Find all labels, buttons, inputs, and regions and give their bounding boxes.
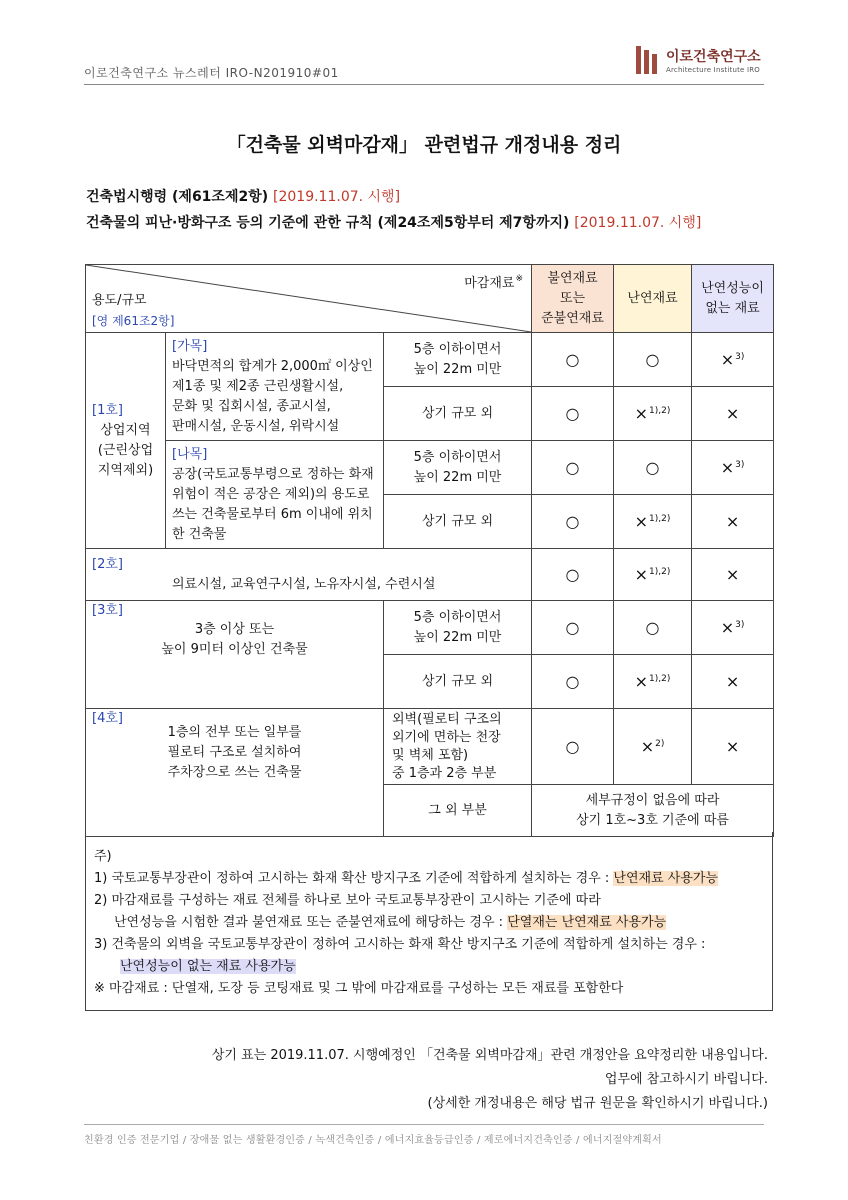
fireproof-value: ○ — [532, 441, 614, 495]
note-3-line-1: 3) 건축물의 외벽을 국토교통부장관이 정하여 고시하는 화재 확산 방지구조 기준에 적합하게 설치하는 경우 : — [94, 937, 706, 952]
col-header-line: 없는 재료 — [705, 300, 760, 316]
header-rule — [84, 84, 764, 85]
logo-name: 이로건축연구소 — [666, 49, 761, 65]
ho1-line: 상업지역 — [100, 422, 151, 438]
ho3-line: 3층 이상 또는 — [194, 621, 275, 637]
semi-value: ○ — [614, 441, 692, 495]
note-1 — [94, 868, 718, 890]
semi-value — [614, 495, 692, 549]
page-title: 「건축물 외벽마감재」 관련법규 개정내용 정리 — [226, 134, 622, 156]
semi-value — [614, 549, 692, 601]
fireproof-value: ○ — [532, 549, 614, 601]
non-value: × — [692, 655, 774, 709]
footer-rule — [84, 1124, 764, 1125]
cross-mark: × — [634, 512, 649, 531]
ga-line: 문화 및 집회시설, 종교시설, — [172, 398, 331, 414]
table-row — [86, 601, 774, 655]
non-value: × — [692, 549, 774, 601]
ga-cell — [166, 333, 384, 441]
fireproof-value: ○ — [532, 495, 614, 549]
note-ref: 1),2) — [649, 674, 671, 684]
note-text: 난연성능을 시험한 결과 불연재료 또는 준불연재료에 해당하는 경우 : — [114, 915, 508, 930]
table-row — [86, 709, 774, 785]
ho4-other-line: 세부규정이 없음에 따라 — [585, 792, 720, 808]
cross-mark: × — [720, 458, 735, 477]
note-ref: 3) — [735, 460, 745, 470]
regulation-table — [85, 264, 774, 837]
ho1-tag: [1호] — [92, 402, 123, 418]
ho3-cell — [86, 601, 384, 709]
col-header-line: 또는 — [559, 290, 586, 306]
note-highlight: 단열재는 난연재료 사용가능 — [507, 915, 667, 930]
na-tag: [나목] — [172, 446, 208, 462]
fireproof-value: ○ — [532, 387, 614, 441]
law-line-1 — [86, 186, 400, 206]
ga-line: 바닥면적의 합계가 2,000㎡ 이상인 — [172, 358, 373, 374]
ho4-other-line: 상기 1호~3호 기준에 따름 — [576, 812, 729, 828]
semi-value — [614, 387, 692, 441]
scale-cell — [384, 709, 532, 785]
semi-value: ○ — [614, 333, 692, 387]
cross-mark: × — [634, 404, 649, 423]
note-text: 1) 국토교통부장관이 정하여 고시하는 화재 확산 방지구조 기준에 적합하게 설치하는 경우 : — [94, 871, 614, 886]
ho2-cell — [86, 549, 532, 601]
scale-cell: 그 외 부분 — [384, 785, 532, 837]
ho4-line: 1층의 전부 또는 일부를 — [167, 724, 302, 740]
law-name: 건축물의 피난·방화구조 등의 기준에 관한 규칙 (제24조제5항부터 제7항까지) — [86, 215, 570, 231]
notes-head: 주) — [94, 849, 112, 864]
scale-cell: 상기 규모 외 — [384, 495, 532, 549]
col-fireproof-header — [532, 265, 614, 333]
ho2-text: 의료시설, 교육연구시설, 노유자시설, 수련시설 — [172, 576, 436, 592]
note-ref: 3) — [735, 352, 745, 362]
ho3-tag: [3호] — [92, 603, 123, 618]
non-value — [692, 441, 774, 495]
note-3-line-2 — [120, 956, 296, 978]
note-ref: 1),2) — [649, 406, 671, 416]
col-header-line: 난연성능이 — [701, 280, 764, 296]
header-material-note: ※ — [515, 274, 524, 284]
scale-line: 및 벽체 포함) — [392, 747, 469, 763]
na-line: 한 건축물 — [172, 526, 227, 542]
summary-line-2: 업무에 참고하시기 바립니다. — [604, 1072, 768, 1087]
na-cell — [166, 441, 384, 549]
scale-line: 5층 이하이면서 — [413, 609, 502, 625]
law-date: [2019.11.07. 시행] — [574, 215, 702, 231]
fireproof-value: ○ — [532, 655, 614, 709]
non-value: × — [692, 495, 774, 549]
header-material-label: 마감재료 — [464, 276, 515, 291]
institute-logo — [636, 44, 766, 78]
fireproof-value: ○ — [532, 333, 614, 387]
scale-line: 외벽(필로티 구조의 — [392, 711, 502, 727]
non-value — [692, 601, 774, 655]
cross-mark: × — [720, 618, 735, 637]
scale-line: 높이 22m 미만 — [413, 469, 502, 485]
scale-cell: 상기 규모 외 — [384, 387, 532, 441]
ho4-other-cell — [532, 785, 774, 837]
note-2-line-2 — [114, 912, 666, 934]
ho1-line: (근린상업 — [97, 442, 154, 458]
note-ref: 1),2) — [649, 514, 671, 524]
newsletter-id: 이로건축연구소 뉴스레터 IRO-N201910#01 — [84, 66, 339, 80]
ga-tag: [가목] — [172, 338, 208, 354]
table-row — [86, 333, 774, 387]
scale-line: 높이 22m 미만 — [413, 629, 502, 645]
ho1-line: 지역제외) — [97, 462, 154, 478]
col-non-header — [692, 265, 774, 333]
na-line: 쓰는 건축물로부터 6m 이내에 위치 — [172, 506, 373, 522]
summary-line-1: 상기 표는 2019.11.07. 시행예정인 「건축물 외벽마감재」관련 개정안을 요약정리한 내용입니다. — [211, 1048, 768, 1063]
scale-cell — [384, 441, 532, 495]
scale-line: 외기에 면하는 천장 — [392, 729, 501, 745]
scale-cell — [384, 601, 532, 655]
ho1-cell — [86, 333, 166, 549]
law-date: [2019.11.07. 시행] — [273, 189, 401, 205]
non-value: × — [692, 709, 774, 785]
ho3-line: 높이 9미터 이상인 건축물 — [161, 641, 308, 657]
note-4: ※ 마감재료 : 단열재, 도장 등 코팅재료 및 그 밖에 마감재료를 구성하는 모든 재료를 포함한다 — [94, 981, 624, 996]
ho4-cell — [86, 709, 384, 837]
ga-line: 제1종 및 제2종 근린생활시설, — [172, 378, 344, 394]
ho4-line: 필로티 구조로 설치하여 — [167, 744, 302, 760]
scale-line: 5층 이하이면서 — [413, 341, 502, 357]
scale-cell: 상기 규모 외 — [384, 655, 532, 709]
note-2-line-1: 2) 마감재료를 구성하는 재료 전체를 하나로 보아 국토교통부장관이 고시하는 기준에 따라 — [94, 893, 601, 908]
ho4-tag: [4호] — [92, 711, 123, 726]
semi-value — [614, 655, 692, 709]
table-header-row — [86, 265, 774, 333]
non-value: × — [692, 387, 774, 441]
cross-mark: × — [720, 350, 735, 369]
header-use-label: 용도/규모 — [92, 293, 147, 308]
semi-value: ○ — [614, 601, 692, 655]
law-name: 건축법시행령 (제61조제2항) — [86, 189, 269, 205]
scale-line: 5층 이하이면서 — [413, 449, 502, 465]
notes-box — [85, 832, 773, 1011]
col-header-line: 불연재료 — [547, 270, 598, 286]
table-row — [86, 549, 774, 601]
na-line: 위험이 적은 공장은 제외)의 용도로 — [172, 486, 370, 502]
cross-mark: × — [634, 565, 649, 584]
note-highlight: 난연성능이 없는 재료 사용가능 — [120, 959, 296, 974]
note-ref: 1),2) — [649, 567, 671, 577]
logo-subtitle: Architecture Institute IRO — [666, 66, 761, 74]
cross-mark: × — [640, 737, 655, 756]
fireproof-value: ○ — [532, 709, 614, 785]
fireproof-value: ○ — [532, 601, 614, 655]
footer-services: 친환경 인증 전문기업 / 장애물 없는 생활환경인증 / 녹색건축인증 / 에너지효율등급인증 / 제로에너지건축인증 / 에너지절약계획서 — [84, 1135, 662, 1146]
scale-line: 중 1층과 2층 부분 — [392, 765, 497, 781]
ga-line: 판매시설, 운동시설, 위락시설 — [172, 418, 340, 434]
header-use-ref: [영 제61조2항] — [92, 314, 175, 328]
cross-mark: × — [634, 672, 649, 691]
law-line-2 — [86, 212, 701, 232]
ho4-line: 주차장으로 쓰는 건축물 — [167, 764, 302, 780]
semi-value — [614, 709, 692, 785]
col-header-line: 준불연재료 — [541, 310, 604, 326]
summary-line-3: (상세한 개정내용은 해당 법규 원문을 확인하시기 바립니다.) — [427, 1096, 768, 1111]
table-row — [86, 441, 774, 495]
scale-line: 높이 22m 미만 — [413, 361, 502, 377]
note-ref: 3) — [735, 620, 745, 630]
header-diagonal-cell — [86, 265, 532, 333]
ho2-tag: [2호] — [92, 556, 123, 572]
non-value — [692, 333, 774, 387]
note-ref: 2) — [655, 739, 665, 749]
na-line: 공장(국토교통부령으로 정하는 화재 — [172, 466, 374, 482]
logo-mark-icon — [636, 46, 662, 74]
note-highlight: 난연재료 사용가능 — [613, 871, 719, 886]
scale-cell — [384, 333, 532, 387]
col-semi-header: 난연재료 — [614, 265, 692, 333]
